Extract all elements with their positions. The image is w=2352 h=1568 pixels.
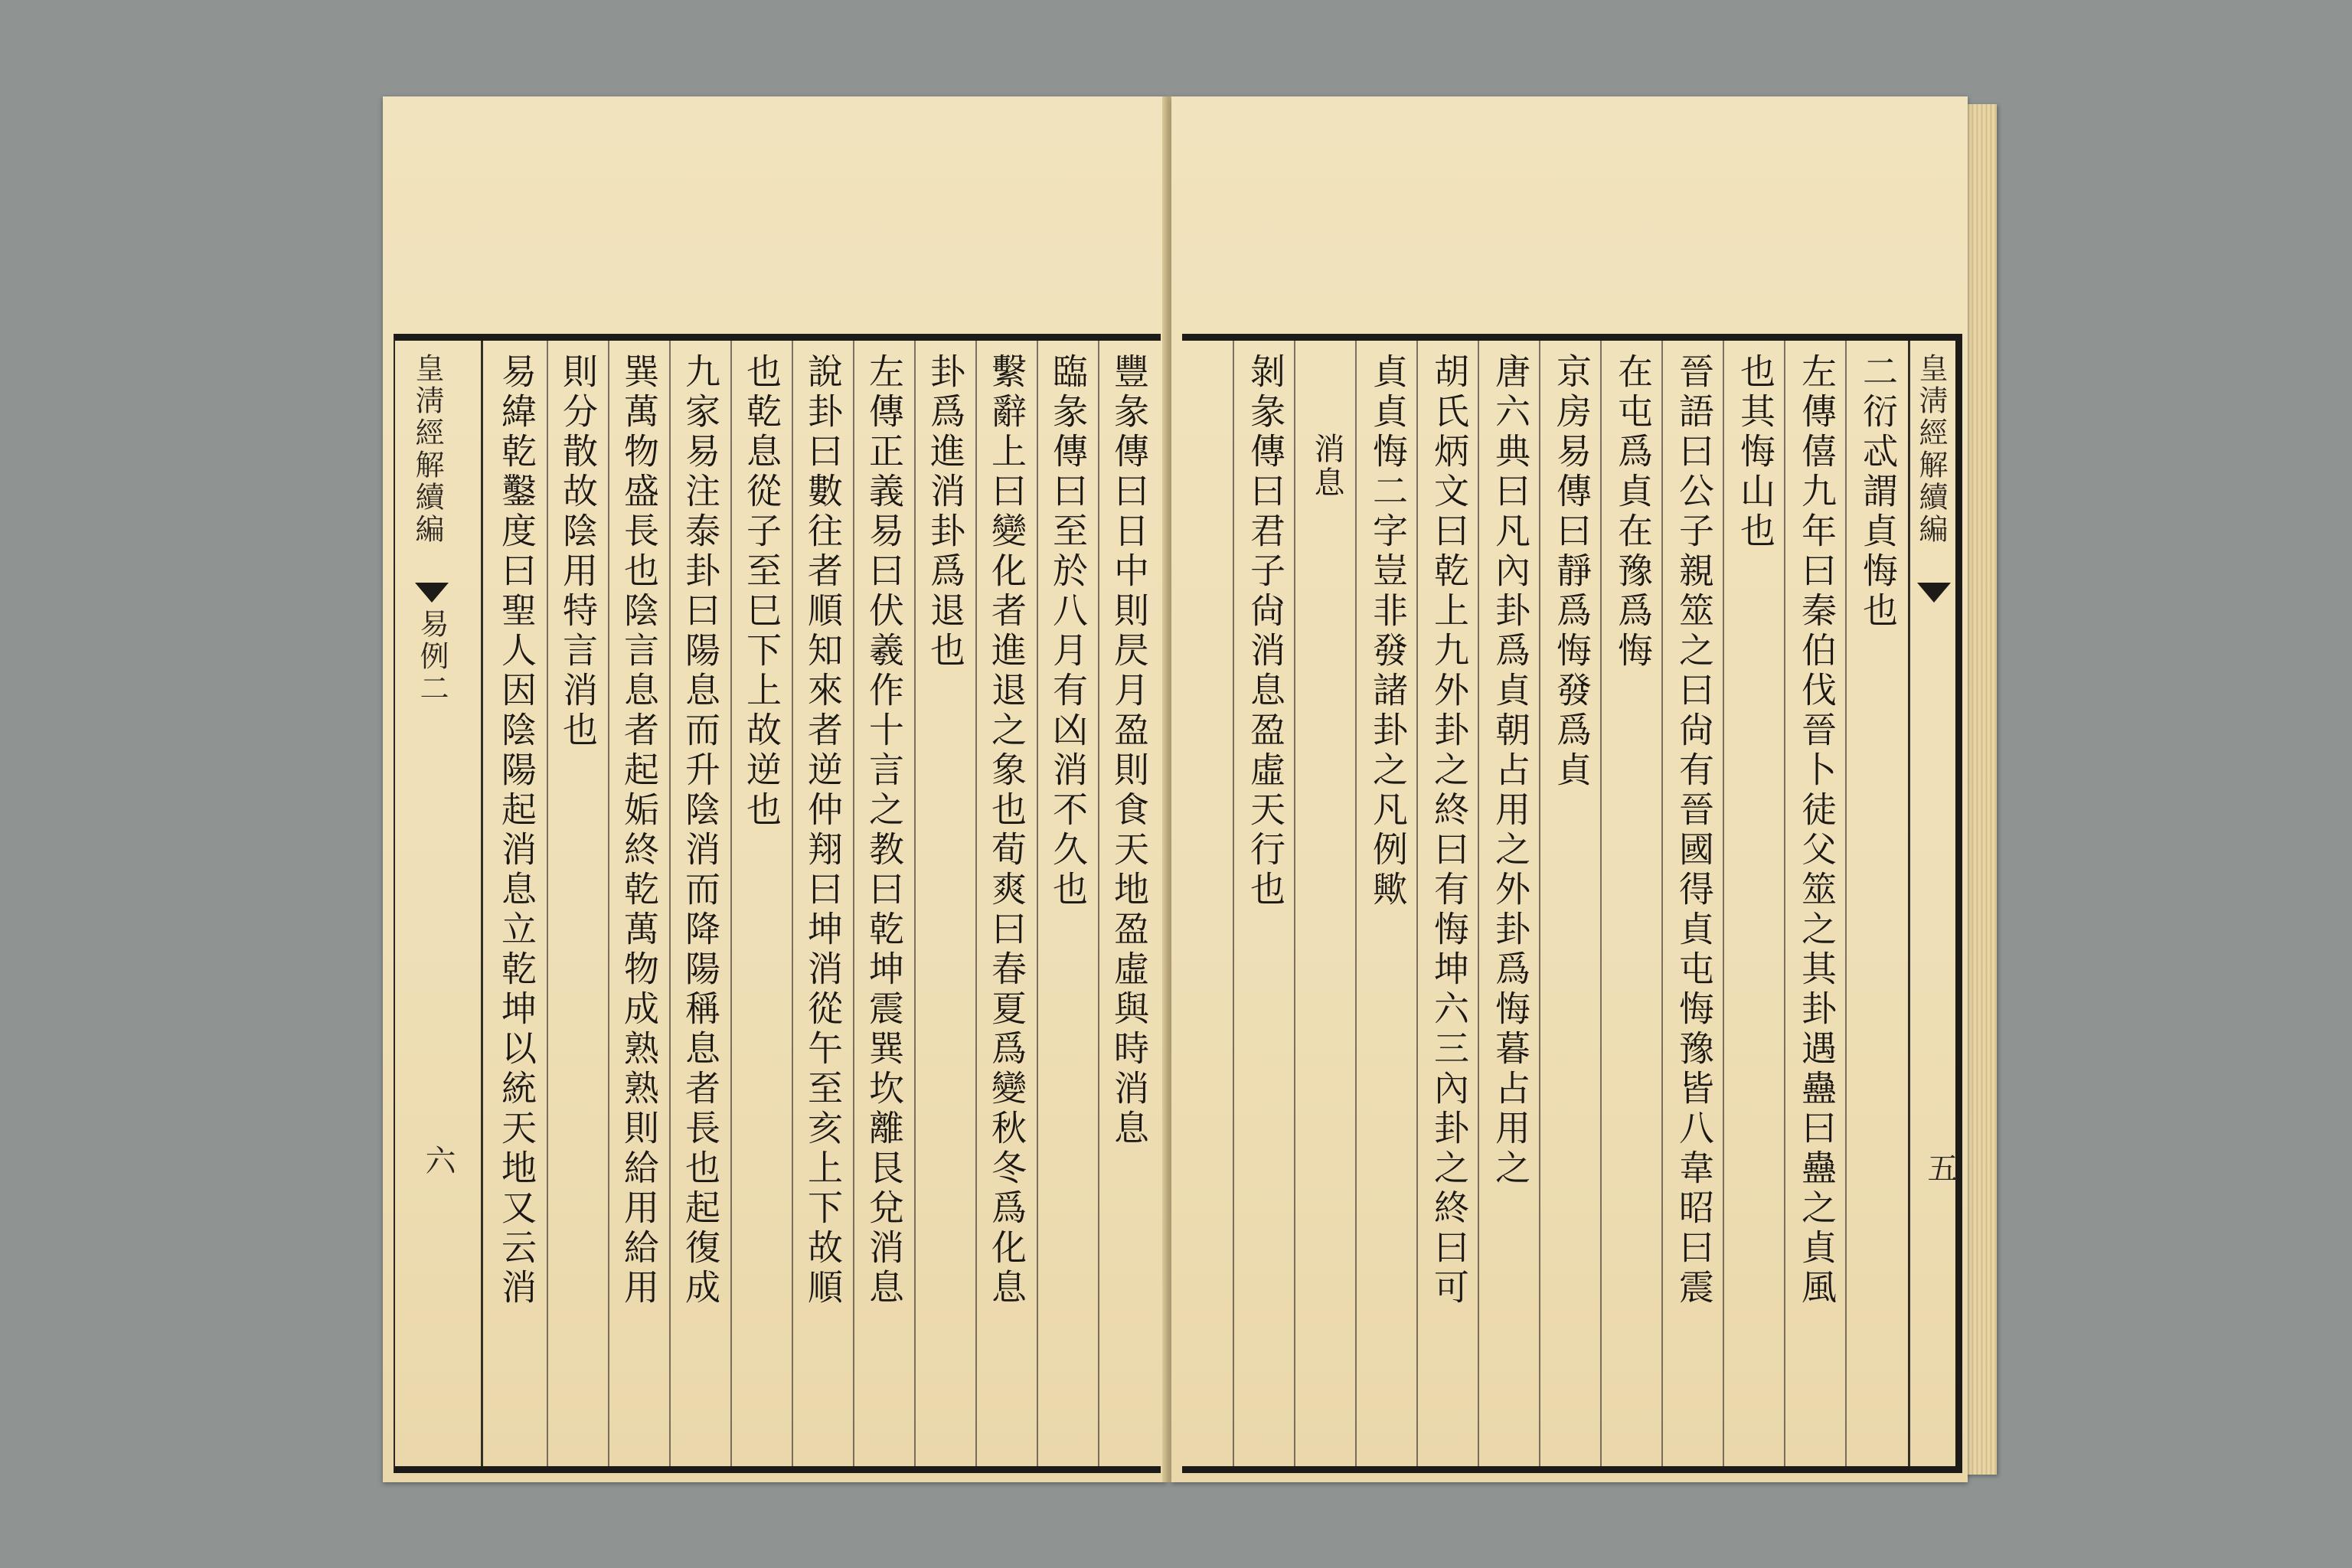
right-col-5: 在屯爲貞在豫爲悔 xyxy=(1612,353,1654,671)
column-rule xyxy=(730,341,732,1466)
column-rule xyxy=(1600,341,1602,1466)
column-rule xyxy=(1355,341,1357,1466)
column-rule xyxy=(669,341,671,1466)
column-rule xyxy=(792,341,793,1466)
column-rule xyxy=(1233,341,1234,1466)
column-rule xyxy=(608,341,609,1466)
right-col-2: 左傳僖九年曰秦伯伐晉卜徒父筮之其卦遇蠱曰蠱之貞風 xyxy=(1796,353,1838,1308)
column-rule xyxy=(1478,341,1479,1466)
left-col-11: 易緯乾鑿度曰聖人因陰陽起消息立乾坤以統天地又云消 xyxy=(496,353,537,1308)
left-text-frame xyxy=(394,334,1161,1473)
column-rule xyxy=(1037,341,1038,1466)
left-banxin-title: 皇淸經解續編 xyxy=(410,353,444,546)
right-col-11: 剝彖傳曰君子尙消息盈虛天行也 xyxy=(1245,353,1286,910)
right-col-7: 唐六典曰凡內卦爲貞朝占用之外卦爲悔暮占用之 xyxy=(1490,353,1531,1189)
column-rule xyxy=(1098,341,1099,1466)
right-col-9: 貞貞悔二字豈非發諸卦之凡例歟 xyxy=(1367,353,1409,910)
left-col-4: 卦爲進消卦爲退也 xyxy=(925,353,966,671)
open-book xyxy=(383,90,1998,1491)
column-rule xyxy=(1294,341,1295,1466)
column-rule xyxy=(853,341,854,1466)
column-rule xyxy=(547,341,548,1466)
column-rule xyxy=(1661,341,1663,1466)
right-col-6: 京房易傳曰靜爲悔發爲貞 xyxy=(1551,353,1592,791)
fish-tail-mark xyxy=(415,583,449,603)
banxin-rule xyxy=(1908,341,1910,1466)
left-col-2: 臨彖傳曰至於八月有凶消不久也 xyxy=(1047,353,1089,910)
left-col-5: 左傳正義易曰伏羲作十言之教曰乾坤震巽坎離艮兌消息 xyxy=(864,353,905,1308)
bleed-through-text xyxy=(449,361,490,1432)
section-heading-xiaoxi: 消息 xyxy=(1309,433,1344,500)
right-page-number: 五 xyxy=(1922,1152,1958,1183)
column-rule xyxy=(1845,341,1847,1466)
left-page-number: 六 xyxy=(420,1145,456,1175)
right-col-4: 晉語曰公子親筮之曰尙有晉國得貞屯悔豫皆八韋昭曰震 xyxy=(1674,353,1715,1308)
column-rule xyxy=(1539,341,1540,1466)
column-rule xyxy=(1723,341,1724,1466)
left-col-1: 豐彖傳曰日中則昃月盈則食天地盈虛與時消息 xyxy=(1109,353,1150,1149)
right-banxin-title: 皇淸經解續編 xyxy=(1914,353,1948,546)
column-rule xyxy=(914,341,916,1466)
right-col-3: 也其悔山也 xyxy=(1735,353,1776,552)
left-col-7: 也乾息從子至巳下上故逆也 xyxy=(741,353,782,831)
right-col-1: 二衍忒謂貞悔也 xyxy=(1857,353,1899,632)
banxin-rule xyxy=(481,341,483,1466)
column-rule xyxy=(1784,341,1785,1466)
right-col-8: 胡氏炳文曰乾上九外卦之終曰有悔坤六三內卦之終曰可 xyxy=(1429,353,1470,1308)
left-col-10: 則分散故陰用特言消也 xyxy=(557,353,599,751)
left-col-9: 巽萬物盛長也陰言息者起姤終乾萬物成熟熟則給用給用 xyxy=(619,353,660,1308)
left-col-6: 說卦曰數往者順知來者逆仲翔曰坤消從午至亥上下故順 xyxy=(802,353,844,1308)
left-col-8: 九家易注泰卦曰陽息而升陰消而降陽稱息者長也起復成 xyxy=(680,353,721,1308)
column-rule xyxy=(975,341,977,1466)
right-page xyxy=(1171,96,1968,1482)
left-banxin-section: 易例二 xyxy=(415,609,449,705)
fish-tail-mark xyxy=(1917,583,1951,603)
column-rule xyxy=(1416,341,1418,1466)
right-text-frame xyxy=(1182,334,1962,1473)
left-col-3: 繫辭上曰變化者進退之象也荀爽曰春夏爲變秋冬爲化息 xyxy=(986,353,1027,1308)
left-page xyxy=(383,96,1167,1482)
